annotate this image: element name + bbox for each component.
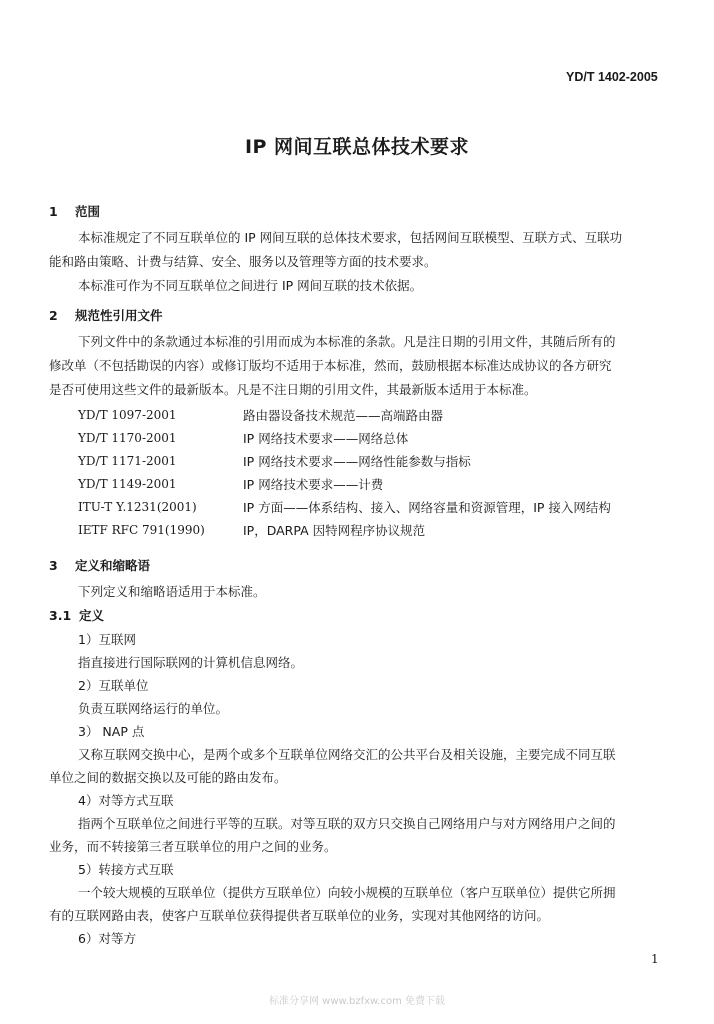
- standard-number: YD/T 1402-2005: [566, 70, 658, 84]
- section-1-para-2: 本标准可作为不同互联单位之间进行 IP 网间互联的技术依据。: [78, 278, 423, 293]
- definition-term: 4）对等方式互联: [78, 793, 174, 808]
- reference-code: YD/T 1171-2001: [78, 454, 177, 468]
- reference-title: 路由器设备技术规范——高端路由器: [243, 408, 444, 423]
- section-1-title: 范围: [75, 204, 101, 219]
- subsection-3-1-heading: [49, 606, 104, 624]
- reference-code: IETF RFC 791(1990): [78, 523, 205, 537]
- footer-watermark: 标准分享网 www.bzfxw.com 免费下载: [269, 996, 445, 1007]
- definition-term: 3） NAP 点: [78, 724, 145, 739]
- definition-text-line-2: 有的互联网路由表，使客户互联单位获得提供者互联单位的业务，实现对其他网络的访问。: [49, 908, 550, 923]
- section-3-intro: 下列定义和缩略语适用于本标准。: [78, 584, 266, 599]
- definition-text: 指直接进行国际联网的计算机信息网络。: [78, 655, 304, 670]
- reference-code: ITU-T Y.1231(2001): [78, 500, 197, 514]
- reference-title: IP，DARPA 因特网程序协议规范: [243, 523, 426, 538]
- definition-text-line-2: 业务，而不转接第三者互联单位的用户之间的业务。: [49, 839, 337, 854]
- section-1-heading: [49, 202, 100, 220]
- document-title: IP 网间互联总体技术要求: [244, 136, 470, 158]
- reference-title: IP 网络技术要求——计费: [243, 477, 384, 492]
- reference-title: IP 网络技术要求——网络性能参数与指标: [243, 454, 471, 469]
- section-2-para-line-2: 修改单（不包括勘误的内容）或修订版均不适用于本标准，然而，鼓励根据本标准达成协议的各方研究: [49, 358, 612, 373]
- definition-text: 负责互联网络运行的单位。: [78, 701, 229, 716]
- section-1-number: 1: [49, 204, 58, 219]
- reference-code: YD/T 1170-2001: [78, 431, 177, 445]
- subsection-3-1-number: 3.1: [49, 608, 72, 623]
- section-2-number: 2: [49, 308, 58, 323]
- reference-code: YD/T 1149-2001: [78, 477, 177, 491]
- section-2-para-line-3: 是否可使用这些文件的最新版本。凡是不注日期的引用文件，其最新版本适用于本标准。: [49, 382, 537, 397]
- section-2-heading: [49, 306, 163, 324]
- section-1-para-1-line-1: 本标准规定了不同互联单位的 IP 网间互联的总体技术要求，包括网间互联模型、互联方式、互联功: [78, 230, 623, 245]
- reference-code: YD/T 1097-2001: [78, 408, 177, 422]
- section-3-title: 定义和缩略语: [75, 558, 151, 573]
- definition-term: 1）互联网: [78, 632, 136, 647]
- definition-text-line-1: 又称互联网交换中心，是两个或多个互联单位网络交汇的公共平台及相关设施，主要完成不同互联: [78, 747, 616, 762]
- reference-title: IP 网络技术要求——网络总体: [243, 431, 409, 446]
- definition-term: 5）转接方式互联: [78, 862, 174, 877]
- definition-term: 6）对等方: [78, 931, 136, 946]
- definition-text-line-1: 指两个互联单位之间进行平等的互联。对等互联的双方只交换自己网络用户与对方网络用户之间的: [78, 816, 616, 831]
- section-3-heading: [49, 556, 150, 574]
- definition-text-line-1: 一个较大规模的互联单位（提供方互联单位）向较小规模的互联单位（客户互联单位）提供它所拥: [78, 885, 616, 900]
- reference-title: IP 方面——体系结构、接入、网络容量和资源管理，IP 接入网结构: [243, 500, 611, 515]
- section-2-title: 规范性引用文件: [75, 308, 163, 323]
- section-2-para-line-1: 下列文件中的条款通过本标准的引用而成为本标准的条款。凡是注日期的引用文件，其随后所有的: [78, 334, 616, 349]
- subsection-3-1-title: 定义: [79, 608, 105, 623]
- definition-term: 2）互联单位: [78, 678, 149, 693]
- section-1-para-1-line-2: 能和路由策略、计费与结算、安全、服务以及管理等方面的技术要求。: [49, 254, 437, 269]
- section-3-number: 3: [49, 558, 58, 573]
- definition-text-line-2: 单位之间的数据交换以及可能的路由发布。: [49, 770, 287, 785]
- page-number: 1: [651, 952, 659, 966]
